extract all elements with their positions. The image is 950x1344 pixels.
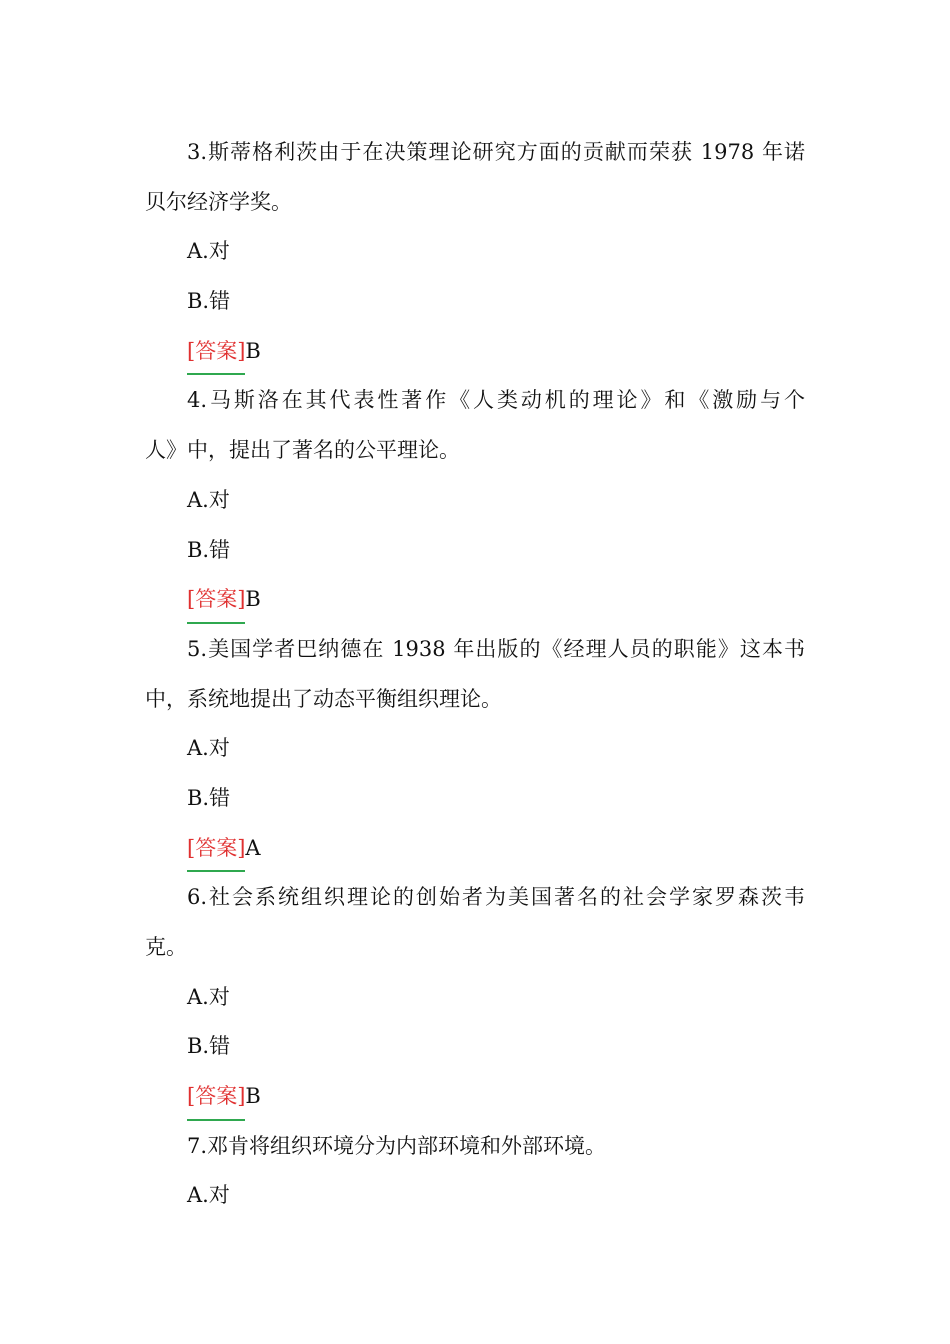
answer-value: B [245, 338, 261, 363]
question-text-line-1: 3.斯蒂格利茨由于在决策理论研究方面的贡献而荣获 1978 年诺 [187, 140, 805, 164]
answer-value: B [245, 1084, 261, 1109]
answer-label: [答案] [187, 575, 245, 625]
answer-value: B [245, 587, 261, 612]
option-b: B.错 [187, 1034, 231, 1059]
option-b: B.错 [187, 785, 231, 810]
answer-label: [答案] [187, 824, 245, 874]
option-b: B.错 [187, 289, 231, 314]
question-text-line-1: 4.马斯洛在其代表性著作《人类动机的理论》和《激励与个 [187, 388, 805, 413]
option-b: B.错 [187, 537, 231, 562]
answer-line [145, 327, 805, 377]
answer-label: [答案] [187, 1072, 245, 1122]
question-block [145, 128, 805, 376]
question-text-line-2: 贝尔经济学奖。 [145, 189, 292, 214]
question-list [145, 128, 805, 1221]
question-text-line-2: 中，系统地提出了动态平衡组织理论。 [145, 686, 502, 711]
question-text-line-1: 6.社会系统组织理论的创始者为美国著名的社会学家罗森茨韦 [187, 885, 805, 910]
answer-line [145, 575, 805, 625]
question-block [145, 873, 805, 1121]
question-text-line-1: 5.美国学者巴纳德在 1938 年出版的《经理人员的职能》这本书 [187, 636, 805, 661]
answer-value: A [245, 835, 261, 860]
answer-label: [答案] [187, 327, 245, 377]
question-text-line-2: 人》中，提出了著名的公平理论。 [145, 438, 460, 463]
option-a: A.对 [187, 1183, 230, 1208]
answer-line [145, 824, 805, 874]
option-a: A.对 [187, 984, 230, 1009]
question-block [145, 1122, 805, 1221]
option-a: A.对 [187, 487, 230, 512]
question-text-line-2: 克。 [145, 935, 187, 959]
question-block [145, 625, 805, 873]
answer-line [145, 1072, 805, 1122]
option-a: A.对 [187, 736, 230, 761]
option-a: A.对 [187, 239, 230, 264]
question-block [145, 376, 805, 624]
question-text-line-1: 7.邓肯将组织环境分为内部环境和外部环境。 [187, 1133, 607, 1158]
